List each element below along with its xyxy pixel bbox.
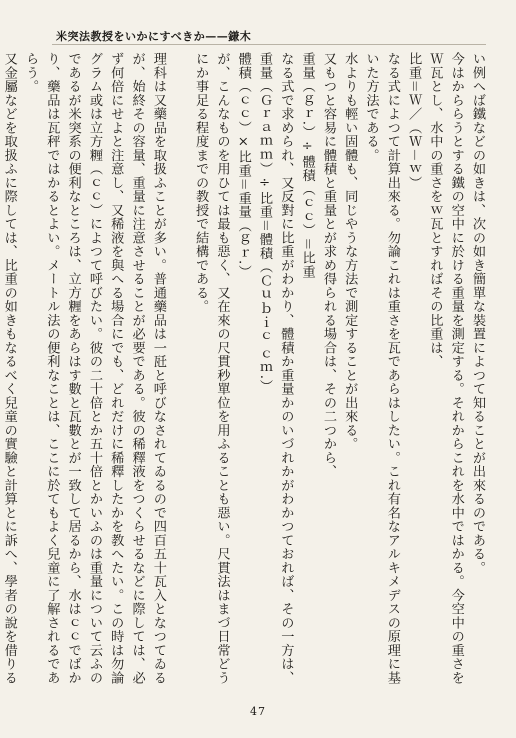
formula: 比重＝Ｗ／（Ｗ－ｗ） [406, 52, 422, 190]
page-number: 47 [250, 705, 266, 718]
paragraph: い例へば鐵などの如きは、次の如き簡單な裝置によつて知ることが出來るのである。 [470, 52, 485, 575]
paragraph: 水よりも輕い固體も、同じやうな方法で測定することが出來る。 [342, 52, 358, 451]
formula: 重量（Ｇｒａｍｍ）÷比重＝體積（Ｃｕｂｉｃ ｃｍ.） [257, 52, 273, 394]
paragraph: 又もつと容易に體積と重量とが求め得られる場合は、その二つから、 [320, 52, 336, 479]
formula: 體積（ｃｃ）×比重＝重量（ｇｒ.） [235, 52, 251, 279]
running-header: 米突法教授をいかにすべきか——鎌木 [56, 30, 252, 43]
paragraph: なる式で求められ、又反對に比重がわかり、體積か重量かのいづれかがわかつておれば、その一方は、 [278, 52, 294, 685]
paragraph: 又金屬などを取扱ふに際しては、比重の如きもなるべく兒童の實驗と計算とに訴へ、學者の說を借りる [1, 52, 17, 685]
vertical-body-text [1, 52, 488, 692]
paragraph: 今はかららうとする鐵の空中に於ける重量を測定する。それからこれを水中ではかる。今空中の重さをＷ瓦とし、水中の重さをｗ瓦とすればその比重は、 [427, 52, 464, 685]
paragraph: 理科は又藥品を取扱ふことが多い。普通藥品は一瓩と呼びなされてゐるので四百五十瓦入となつてゐるが、始終その容量、重量に注意させることが必要である。彼の稀釋液をつくらせるなどに際しては、必ず何倍にせよと注意し、又稀液を與へる場合にでも、どれだけに稀釋したかを教へたい。この時は勿論グラム或は立方糎（ｃｃ）によつて呼びたい。彼の二十倍とか五十倍とかいふのは重量について云ふのであるが米突系の便利なところは、立方糎をあらはす數と瓦數とが一致して居るから、水はｃｃでばかり、藥品は瓦秤ではかるとよい。メートル法の便利なことは、ここに於てもよく兒童に了解されるであらう。 [23, 52, 166, 685]
header-divider [52, 44, 486, 45]
formula: 重量（ｇｒ.）÷體積（ｃｃ）＝比重 [299, 52, 315, 279]
paragraph: なる式によつて計算出來る。勿論これは重さを瓦であらはしたい。これ有名なアルキメデスの原理に基いた方法である。 [363, 52, 400, 685]
paragraph: が、こんなものを用ひては最も惡く、又在來の尺貫秒單位を用ふることも惡い。尺貫法はまづ日常どうにか事足る程度までの教授で結構である。 [193, 52, 230, 685]
